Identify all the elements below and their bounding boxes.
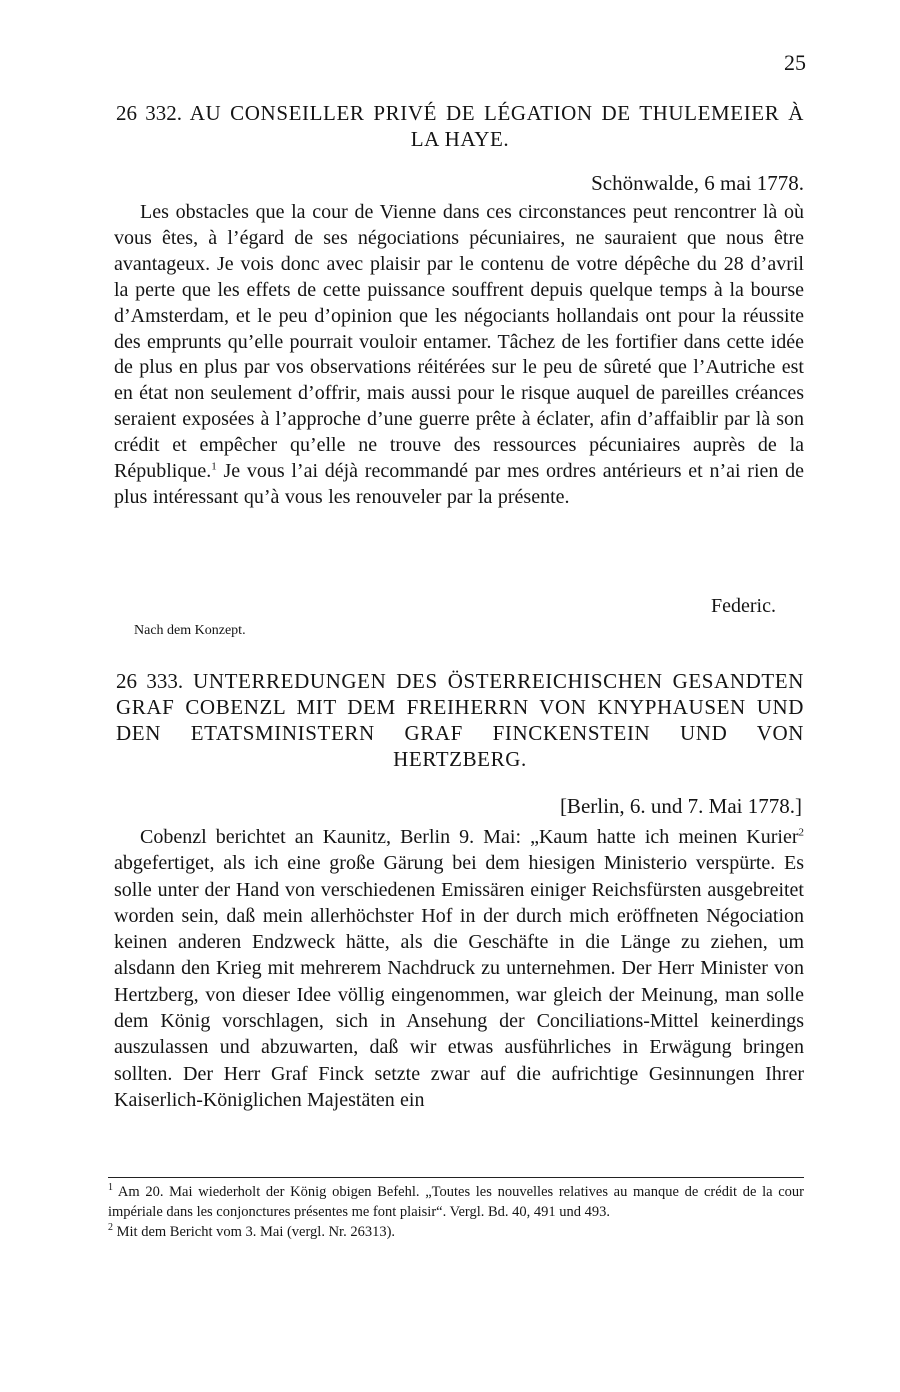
letter-number: 26 332. — [116, 101, 183, 125]
footnote-text: Mit dem Bericht vom 3. Mai (vergl. Nr. 26313). — [116, 1224, 396, 1240]
letter-heading-26333 — [116, 668, 804, 772]
letter-number: 26 333. — [116, 669, 184, 693]
letter-body-26332 — [114, 200, 804, 511]
footnote-divider — [108, 1177, 804, 1178]
footnote — [108, 1182, 804, 1222]
letter-dateline: [Berlin, 6. und 7. Mai 1778.] — [559, 794, 802, 818]
letter-dateline: Schönwalde, 6 mai 1778. — [591, 171, 804, 195]
letter-title: UNTERREDUNGEN DES ÖSTERREICHISCHEN GESANDTEN GRAF COBENZL MIT DEM FREIHERRN VON KNYPHAUSEN UND DEN ETATSMINISTERN GRAF FINCKENSTEIN UND VON HERTZBERG. — [116, 669, 805, 771]
footnote-marker: 2 — [108, 1222, 113, 1234]
footnote-text: Am 20. Mai wiederholt der König obigen Befehl. „Toutes les nouvelles relatives au manque de crédit de la cour impériale dans les conjonctures présentes me font plaisir“. Vergl. Bd. 40, 491 und 493. — [108, 1184, 805, 1220]
footnote-reference: 2 — [798, 826, 804, 839]
footnotes — [108, 1182, 804, 1242]
letter-title: AU CONSEILLER PRIVÉ DE LÉGATION DE THULEMEIER À LA HAYE. — [189, 101, 804, 151]
letter-body-text: abgefertiget, als ich eine große Gärung bei dem hiesigen Ministerio verspürte. Es solle unter der Hand von verschiedenen Emissären einiger Reichsfürsten ausgebreitet worden sein, daß mein allerhöchster Hof in der durch mich eröffneten Négociation keinen anderen Endzweck hätte, als die Geschäfte in die Länge zu ziehen, um alsdann den Krieg mit mehrerem Nachdruck zu unternehmen. Der Herr Minister von Hertzberg, von dieser Idee völlig eingenommen, war gleich der Meinung, man solle dem König vorschlagen, sich in Ansehung der Conciliations-Mittel keinerdings auszulassen und abzuwarten, daß wir etwas ausführliches in Erwägung bringen sollten. Der Herr Graf Finck setzte zwar auf die aufrichtige Gesinnungen Ihrer Kaiserlich-Königlichen Majestäten ein — [114, 852, 804, 1111]
letter-body-26333 — [114, 824, 804, 1113]
letter-heading-26332 — [116, 100, 804, 152]
footnote — [108, 1222, 804, 1242]
letter-body-text: Cobenzl berichtet an Kaunitz, Berlin 9. Mai: „Kaum hatte ich meinen Kurier — [140, 826, 799, 848]
footnote-marker: 1 — [108, 1182, 113, 1194]
footnote-reference: 1 — [211, 460, 217, 473]
page-number: 25 — [784, 50, 806, 75]
letter-body-text: Les obstacles que la cour de Vienne dans ces circonstances peut rencontrer là où vous êtes, à l’égard de ses négociations pécuniaires, ne sauraient que nous être avantageux. Je vois donc avec plaisir par le contenu de votre dépêche du 28 d’avril la perte que les effets de cette puissance souffrent depuis quelque temps à la bourse d’Amsterdam, et le peu d’opinion que les négociants hollandais ont pour la réussite des emprunts qu’elle pourrait vouloir entamer. Tâchez de les fortifier dans cette idée de plus en plus par vos observations réitérées sur le peu de sûreté que l’Autriche est en état non seulement d’offrir, mais aussi pour le risque auquel de pareilles créances seraient exposées à l’approche d’une guerre prête à éclater, afin d’affaiblir par là son crédit et empêcher qu’elle ne trouve des ressources pécuniaires auprès de la République. — [114, 201, 804, 483]
letter-body-text: Je vous l’ai déjà recommandé par mes ordres antérieurs et n’ai rien de plus intéressant qu’à vous les renouveler par la présente. — [114, 460, 804, 508]
source-note: Nach dem Konzept. — [134, 623, 246, 638]
signature: Federic. — [711, 595, 776, 617]
